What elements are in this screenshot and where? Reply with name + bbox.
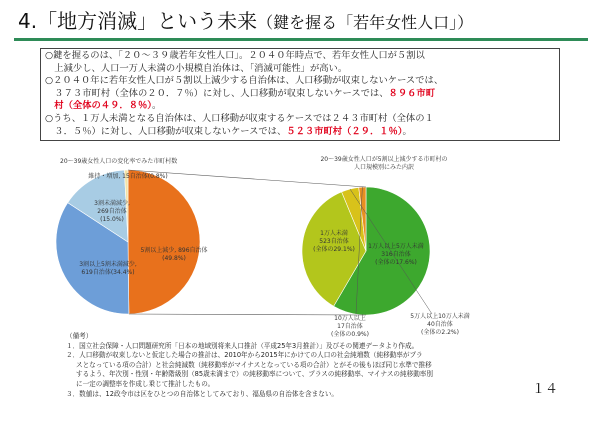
connector-line	[129, 314, 366, 315]
right-chart-title-line: 20～39歳女性人口が5割以上減少する市町村の	[320, 156, 448, 163]
slice-label: 316自治体	[381, 251, 411, 258]
summary-line: ○鍵を握るのは、「２０～３９歳若年女性人口」。２０４０年時点で、若年女性人口が５割以	[45, 50, 425, 61]
summary-highlight: 村	[45, 100, 64, 112]
summary-text: 。	[151, 100, 162, 112]
summary-text: ３．５％）に対し、人口移動が収束しないケースでは、	[45, 125, 287, 137]
slice-label: (15.0%)	[100, 216, 124, 223]
summary-text: ３７３市町村（全体の２０．７％）に対し、人口移動が収束しないケースでは、	[45, 87, 389, 99]
summary-highlight: （全体の４９．８％）	[63, 100, 152, 112]
page-title-sub: （鍵を握る「若年女性人口」）	[257, 13, 474, 32]
note-item: ２．人口移動が収束しないと仮定した場合の推計は、2010年から2015年にかけての人口の社会純増数（純移動率がプラ	[66, 351, 423, 360]
left-chart-title: 20～39歳女性人口の変化率でみた市町村数	[60, 158, 178, 165]
note-item: スとなっている項の合計）と社会純減数（純移動率がマイナスとなっている項の合計）とがその後もほぼ同じ水準で推移	[76, 360, 432, 369]
note-item: するよう、年次別・性別・年齢階級別（85歳未満まで）の純移動率について、プラスの純移動率、マイナスの純移動率別	[76, 370, 433, 379]
page-number: １４	[532, 382, 559, 397]
summary-line: ○２０４０年に若年女性人口が５割以上減少する自治体は、人口移動が収束しないケースでは、	[45, 75, 444, 87]
slice-label: 17自治体	[337, 323, 363, 330]
right-chart-title-line: 人口規模別にみた内訳	[353, 164, 414, 171]
slice-label: 10万人以上	[334, 315, 366, 322]
slice-label: 5万人以上10万人未満	[410, 313, 470, 320]
slice-label: 3割未満減少,	[94, 200, 130, 207]
slice-label: (49.8%)	[162, 255, 186, 262]
note-item: ３．数値は、12政令市は区をひとつの自治体としてみており、福島県の自治体を含まない。	[66, 389, 339, 398]
summary-highlight: ５２３市町村（２９．１％）	[286, 125, 403, 137]
slice-label: (全体の29.1%)	[313, 246, 355, 253]
slice-label: 619自治体(34.4%)	[81, 269, 135, 276]
summary-line: ○うち、１万人未満となる自治体は、人口移動が収束するケースでは２４３市町村（全体の１	[45, 112, 434, 124]
slice-label: 40自治体	[427, 321, 453, 328]
notes	[66, 332, 516, 399]
note-item: に一定の調整率を作成し乗じて推計したもの。	[76, 379, 215, 388]
slice-label: 5割以上減少, 896自治体	[140, 247, 208, 254]
notes-heading: （備考）	[66, 332, 93, 340]
slice-label: (全体の17.6%)	[375, 259, 417, 266]
slice-label: 維持・増加, 15自治体(0.8%)	[88, 173, 168, 180]
slice-label: (全体の0.9%)	[331, 331, 369, 338]
slice-label: 1万人以上5万人未満	[368, 243, 424, 250]
slice-label: (全体の2.2%)	[421, 329, 459, 336]
summary-highlight: ８９６市町	[388, 87, 436, 99]
note-item: １．国立社会保障・人口問題研究所「日本の地域別将来人口推計（平成25年3月推計）」及びその関連データより作成。	[66, 341, 419, 350]
slice-label: 523自治体	[319, 238, 349, 245]
summary-line: 上減少し、人口一万人未満の小規模自治体は、「消滅可能性」が高い。	[45, 62, 348, 74]
slice-label: 1万人未満	[320, 230, 348, 237]
slice-label: 269自治体	[97, 208, 127, 215]
pie-slice	[128, 170, 200, 314]
summary-text: 。	[402, 125, 412, 137]
slice-label: 3割以上5割未満減少,	[79, 261, 137, 268]
page-title-main: 4.「地方消滅」という未来	[18, 9, 258, 33]
